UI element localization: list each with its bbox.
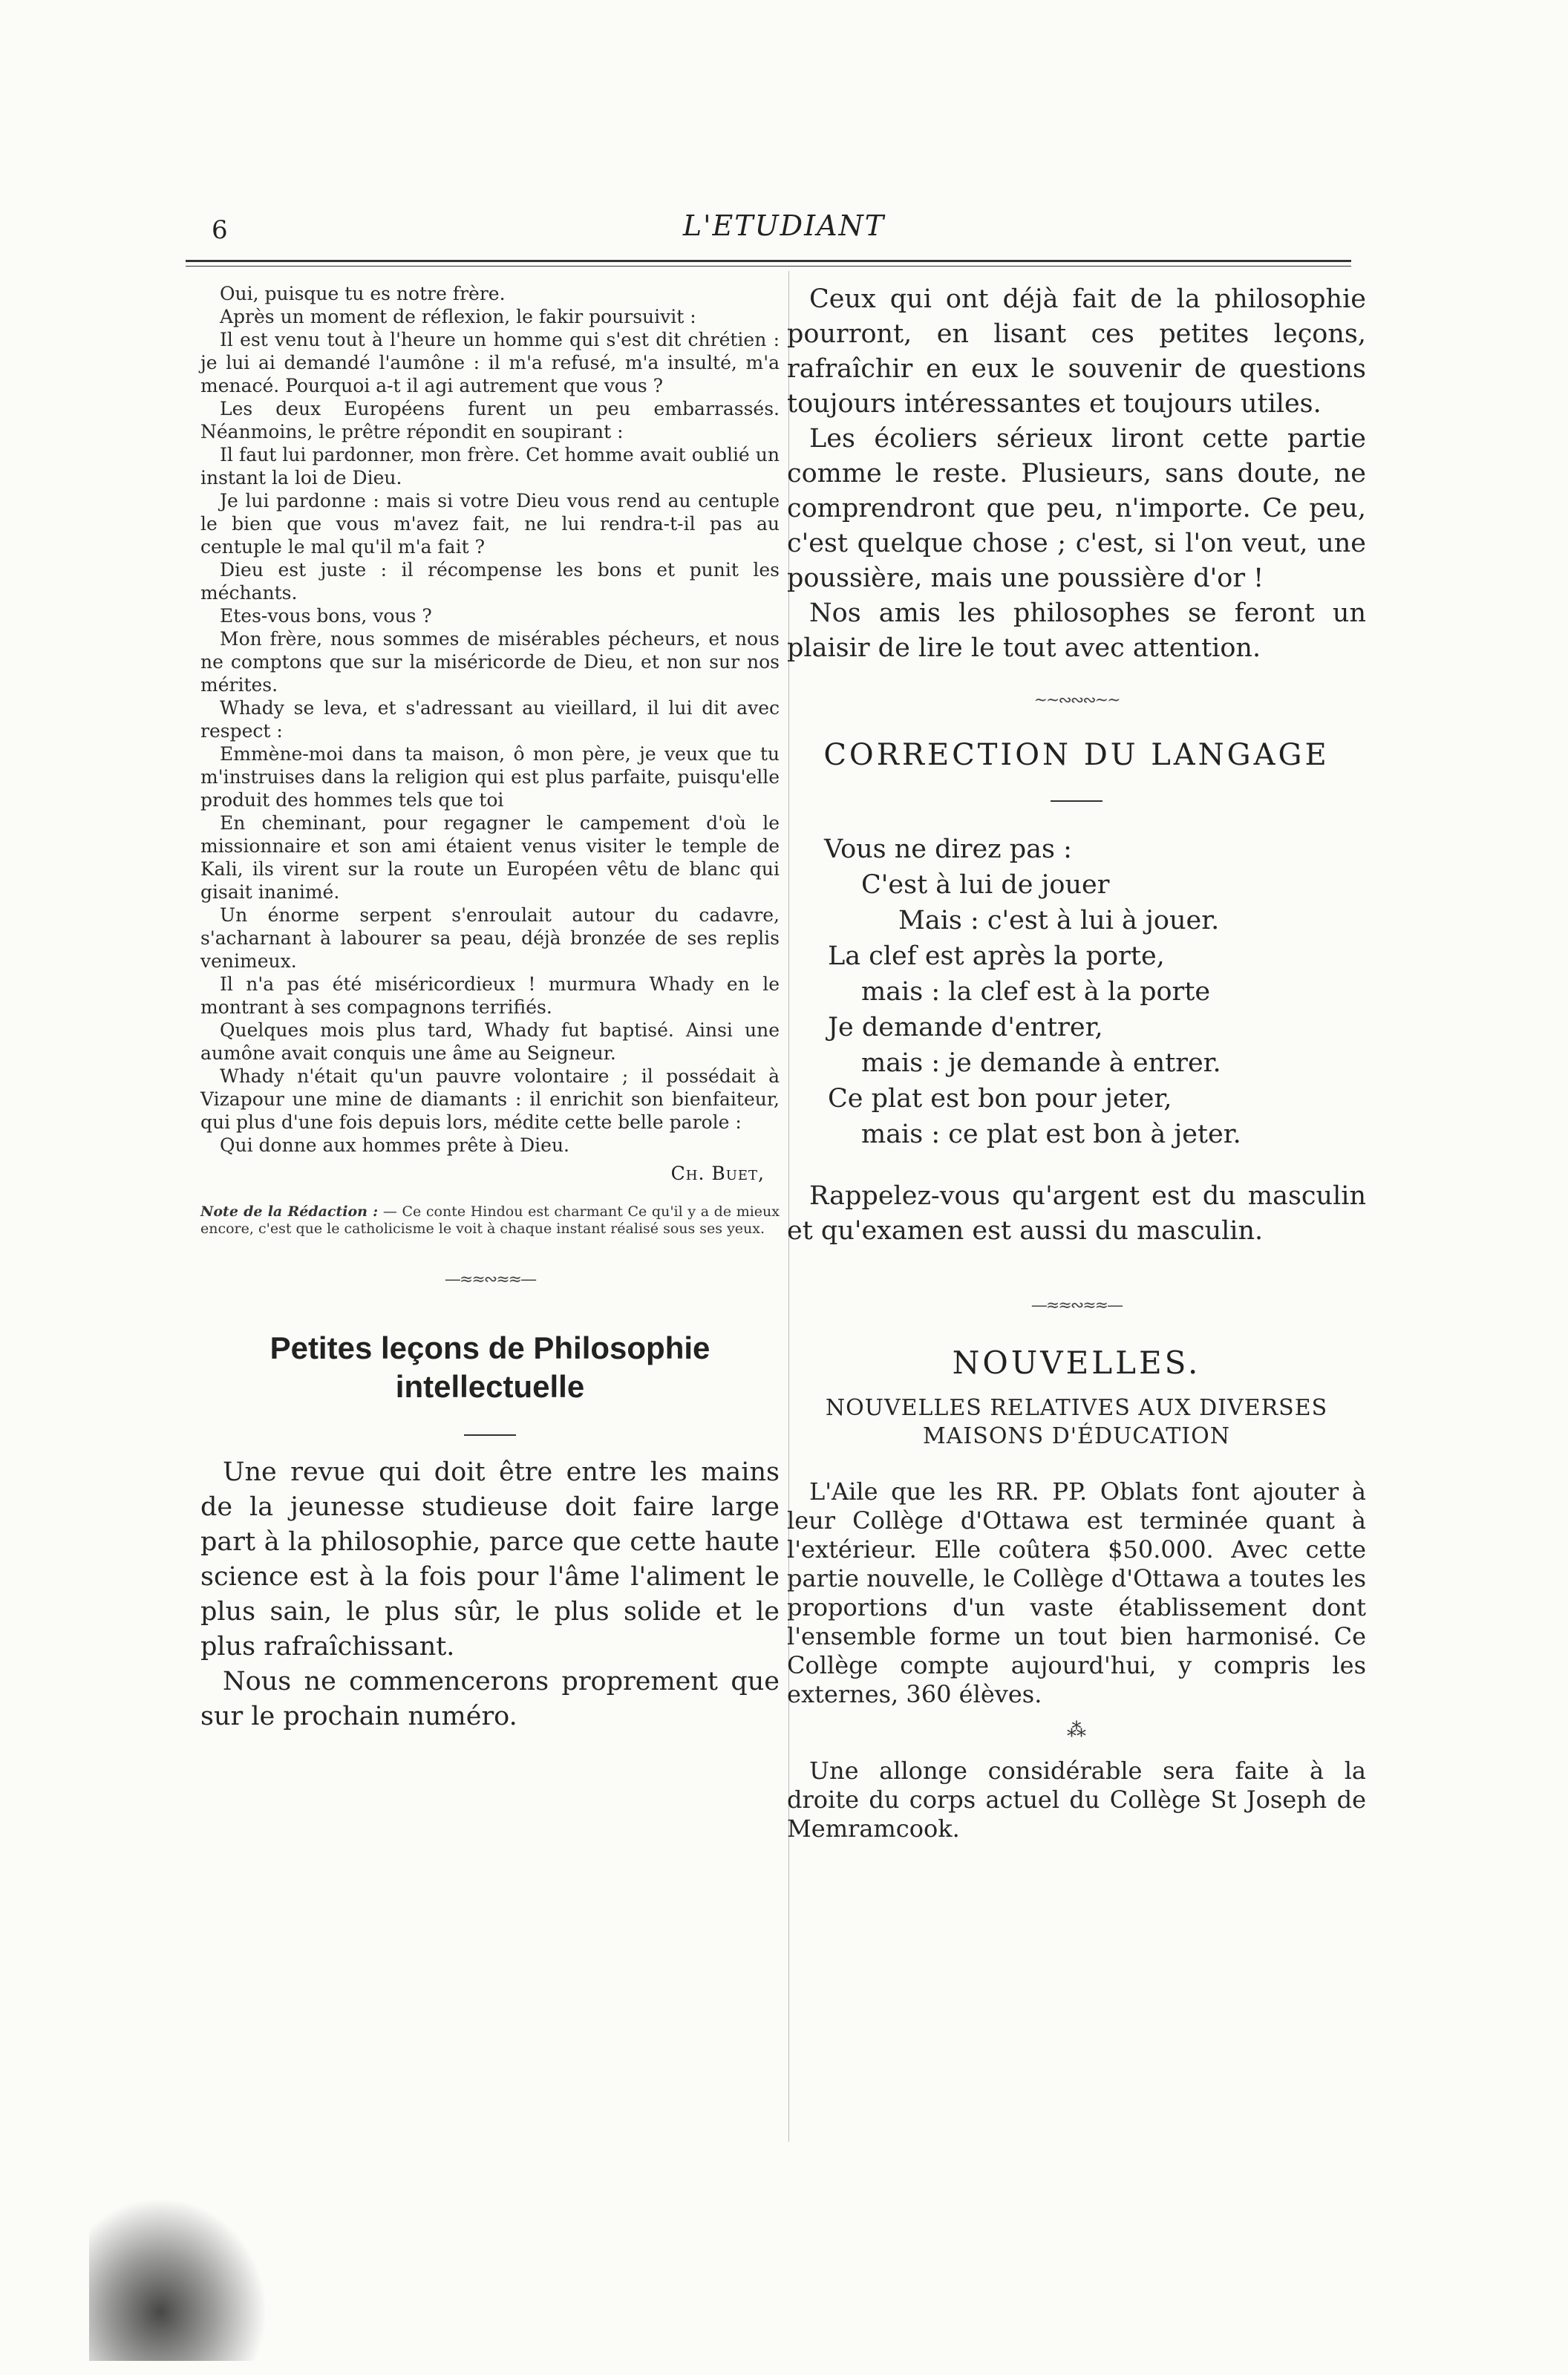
philosophy-continued-paragraph: Les écoliers sérieux liront cette partie comme le reste. Plusieurs, sans doute, ne comprendront que peu, n'importe. Ce peu, c'est quelque chose ; c'est, si l'on veut, une poussière, mais une poussière d'or ! — [787, 424, 1366, 593]
language-intro: Vous ne direz pas : — [824, 834, 1072, 864]
story-paragraph: Mon frère, nous sommes de misérables pécheurs, et nous ne comptons que sur la miséricorde de Dieu, et non sur nos mérites. — [200, 628, 780, 696]
language-closing-block — [787, 1179, 1366, 1249]
language-closing: Rappelez-vous qu'argent est du masculin et qu'examen est aussi du masculin. — [787, 1181, 1366, 1246]
story-paragraph: Etes-vous bons, vous ? — [220, 605, 432, 627]
short-rule — [464, 1434, 516, 1436]
lesson-line: La clef est après la porte, — [828, 941, 1165, 971]
asterism: ⁂ — [1067, 1719, 1086, 1742]
philosophy-continued-paragraph: Nos amis les philosophes se feront un plaisir de lire le tout avec attention. — [787, 598, 1366, 663]
philosophy-text — [200, 1455, 780, 1734]
left-column — [200, 282, 780, 1734]
story-paragraph: Emmène-moi dans ta maison, ô mon père, je veux que tu m'instruises dans la religion qui est plus parfaite, puisqu'elle produit des hommes tels que toi — [200, 743, 780, 811]
news-paragraph: Une allonge considérable sera faite à la droite du corps actuel du Collège St Joseph de Memramcook. — [787, 1757, 1366, 1843]
page-number: 6 — [212, 215, 228, 245]
news-title: NOUVELLES. — [952, 1345, 1201, 1381]
lesson-line: Je demande d'entrer, — [828, 1013, 1103, 1042]
language-title: CORRECTION DU LANGAGE — [823, 738, 1330, 772]
story-text — [200, 282, 780, 1157]
section-ornament: ~~∾∾∾~~ — [1033, 691, 1120, 710]
story-paragraph: Whady se leva, et s'adressant au vieillard, il lui dit avec respect : — [200, 697, 780, 742]
story-paragraph: Je lui pardonne : mais si votre Dieu vous rend au centuple le bien que vous m'avez fait, ne lui rendra-t-il pas au centuple le mal qu'il m'a fait ? — [200, 490, 780, 558]
story-paragraph: Après un moment de réflexion, le fakir poursuivit : — [220, 306, 696, 327]
section-ornament: —≈≈∾≈≈— — [444, 1270, 536, 1289]
philosophy-title: Petites leçons de Philosophie intellectuelle — [270, 1330, 710, 1404]
lesson-line: Mais : c'est à lui à jouer. — [898, 906, 1220, 935]
short-rule — [1051, 800, 1102, 802]
ink-stain — [89, 2198, 267, 2361]
story-paragraph: Il n'a pas été miséricordieux ! murmura Whady en le montrant à ses compagnons terrifiés. — [200, 973, 780, 1018]
lesson-line: mais : je demande à entrer. — [861, 1048, 1221, 1078]
story-paragraph: Oui, puisque tu es notre frère. — [220, 283, 506, 304]
editor-note-label: Note de la Rédaction : — [200, 1203, 379, 1220]
lesson-line: Ce plat est bon pour jeter, — [828, 1084, 1172, 1114]
editor-note — [200, 1203, 780, 1238]
story-paragraph: En cheminant, pour regagner le campement d'où le missionnaire et son ami étaient venus visiter le temple de Kali, ils virent sur la route un Européen vêtu de blanc qui gisait inanimé. — [200, 812, 780, 903]
journal-title: L'ETUDIANT — [682, 209, 886, 242]
story-signature: Ch. Buet, — [670, 1163, 765, 1184]
lesson-line: C'est à lui de jouer — [861, 870, 1110, 900]
story-paragraph: Les deux Européens furent un peu embarrassés. Néanmoins, le prêtre répondit en soupirant : — [200, 398, 780, 442]
philosophy-paragraph: Nous ne commencerons proprement que sur le prochain numéro. — [200, 1667, 780, 1731]
header-rule — [186, 260, 1351, 262]
story-paragraph: Qui donne aux hommes prête à Dieu. — [220, 1134, 569, 1156]
news-subtitle: NOUVELLES RELATIVES AUX DIVERSES MAISONS D'ÉDUCATION — [825, 1395, 1328, 1449]
story-paragraph: Dieu est juste : il récompense les bons et punit les méchants. — [200, 559, 780, 604]
story-paragraph: Quelques mois plus tard, Whady fut baptisé. Ainsi une aumône avait conquis une âme au Seigneur. — [200, 1019, 780, 1064]
news-paragraph: L'Aile que les RR. PP. Oblats font ajouter à leur Collège d'Ottawa est terminée quant à l'extérieur. Elle coûtera $50.000. Avec cette partie nouvelle, le Collège d'Ottawa a toutes les proportions d'un vaste établissement dont l'ensemble forme un tout bien harmonisé. Ce Collège compte aujourd'hui, y compris les externes, 360 élèves. — [787, 1477, 1366, 1708]
lesson-line: mais : ce plat est bon à jeter. — [861, 1120, 1241, 1149]
philosophy-paragraph: Une revue qui doit être entre les mains de la jeunesse studieuse doit faire large part à la philosophie, parce que cette haute science est à la fois pour l'âme l'aliment le plus sain, le plus sûr, le plus solide et le plus rafraîchissant. — [200, 1457, 780, 1662]
philosophy-continued-paragraph: Ceux qui ont déjà fait de la philosophie pourront, en lisant ces petites leçons, rafraîchir en eux le souvenir de questions toujours intéressantes et toujours utiles. — [787, 284, 1366, 419]
story-paragraph: Whady n'était qu'un pauvre volontaire ; il possédait à Vizapour une mine de diamants : il enrichit son bienfaiteur, qui plus d'une fois depuis lors, médite cette belle parole : — [200, 1065, 780, 1133]
editor-note-text: — Ce conte Hindou est charmant Ce qu'il y a de mieux encore, c'est que le catholicisme le voit à chaque instant réalisé sous ses yeux. — [200, 1203, 780, 1237]
philosophy-continued — [787, 282, 1366, 666]
right-column — [787, 282, 1366, 1843]
header-rule-thin — [186, 266, 1351, 267]
story-paragraph: Il faut lui pardonner, mon frère. Cet homme avait oublié un instant la loi de Dieu. — [200, 444, 780, 489]
news-text — [787, 1477, 1366, 1843]
story-paragraph: Il est venu tout à l'heure un homme qui s'est dit chrétien : je lui ai demandé l'aumône : il m'a refusé, m'a insulté, m'a menacé. Pourquoi a-t il agi autrement que vous ? — [200, 329, 780, 396]
lesson-line: mais : la clef est à la porte — [861, 977, 1211, 1007]
language-lesson — [787, 832, 1366, 1152]
section-ornament: —≈≈∾≈≈— — [1030, 1296, 1123, 1315]
story-paragraph: Un énorme serpent s'enroulait autour du cadavre, s'acharnant à labourer sa peau, déjà bronzée de ses replis venimeux. — [200, 904, 780, 972]
